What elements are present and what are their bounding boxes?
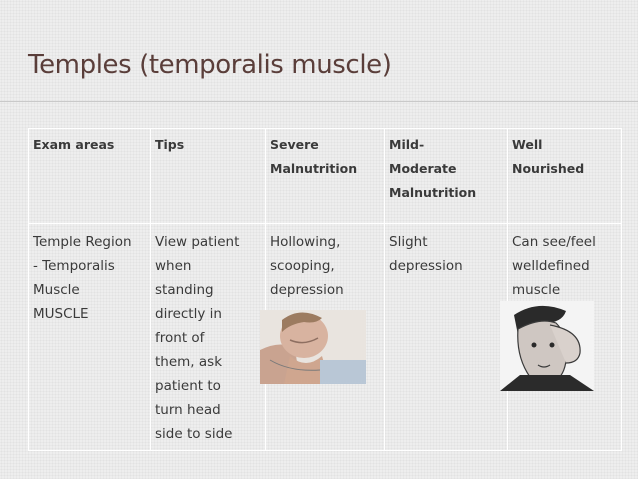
header-tips <box>151 129 266 224</box>
cell-exam-area <box>29 224 151 451</box>
mild-line: Slight <box>389 234 428 250</box>
header-mild-line-1: Mild- <box>389 137 425 152</box>
well-line: Can see/feel <box>512 234 596 250</box>
severe-line: scooping, <box>270 258 335 274</box>
exam-area-line: Muscle <box>33 282 80 298</box>
well-nourished-photo <box>500 301 594 391</box>
slide-title: Temples (temporalis muscle) <box>28 50 392 80</box>
header-well-line-1: Well <box>512 137 543 152</box>
exam-table <box>28 128 622 451</box>
tips-line: standing <box>155 282 214 298</box>
header-mild-moderate <box>385 129 508 224</box>
tips-line: side to side <box>155 426 233 442</box>
well-line: muscle <box>512 282 561 298</box>
header-exam-areas-line: Exam areas <box>33 137 115 152</box>
severe-malnutrition-photo <box>260 310 366 384</box>
well-line: welldefined <box>512 258 590 274</box>
tips-line: front of <box>155 330 205 346</box>
header-well-line-2: Nourished <box>512 161 585 176</box>
exam-area-line: - Temporalis <box>33 258 115 274</box>
tips-line: when <box>155 258 192 274</box>
header-well-nourished <box>508 129 622 224</box>
header-mild-line-2: Moderate <box>389 161 457 176</box>
header-tips-line: Tips <box>155 137 185 152</box>
header-exam-areas <box>29 129 151 224</box>
severe-line: depression <box>270 282 344 298</box>
header-severe-line-2: Malnutrition <box>270 161 358 176</box>
severe-line: Hollowing, <box>270 234 341 250</box>
tips-line: turn head <box>155 402 221 418</box>
cell-mild <box>385 224 508 451</box>
title-divider <box>0 101 638 102</box>
exam-area-line: MUSCLE <box>33 306 89 322</box>
header-mild-line-3: Malnutrition <box>389 185 477 200</box>
exam-area-line: Temple Region <box>33 234 132 250</box>
tips-line: directly in <box>155 306 222 322</box>
header-severe <box>266 129 385 224</box>
tips-line: View patient <box>155 234 240 250</box>
tips-line: them, ask <box>155 354 223 370</box>
mild-line: depression <box>389 258 463 274</box>
header-severe-line-1: Severe <box>270 137 319 152</box>
table-header-row <box>29 129 622 224</box>
cell-tips <box>151 224 266 451</box>
tips-line: patient to <box>155 378 221 394</box>
